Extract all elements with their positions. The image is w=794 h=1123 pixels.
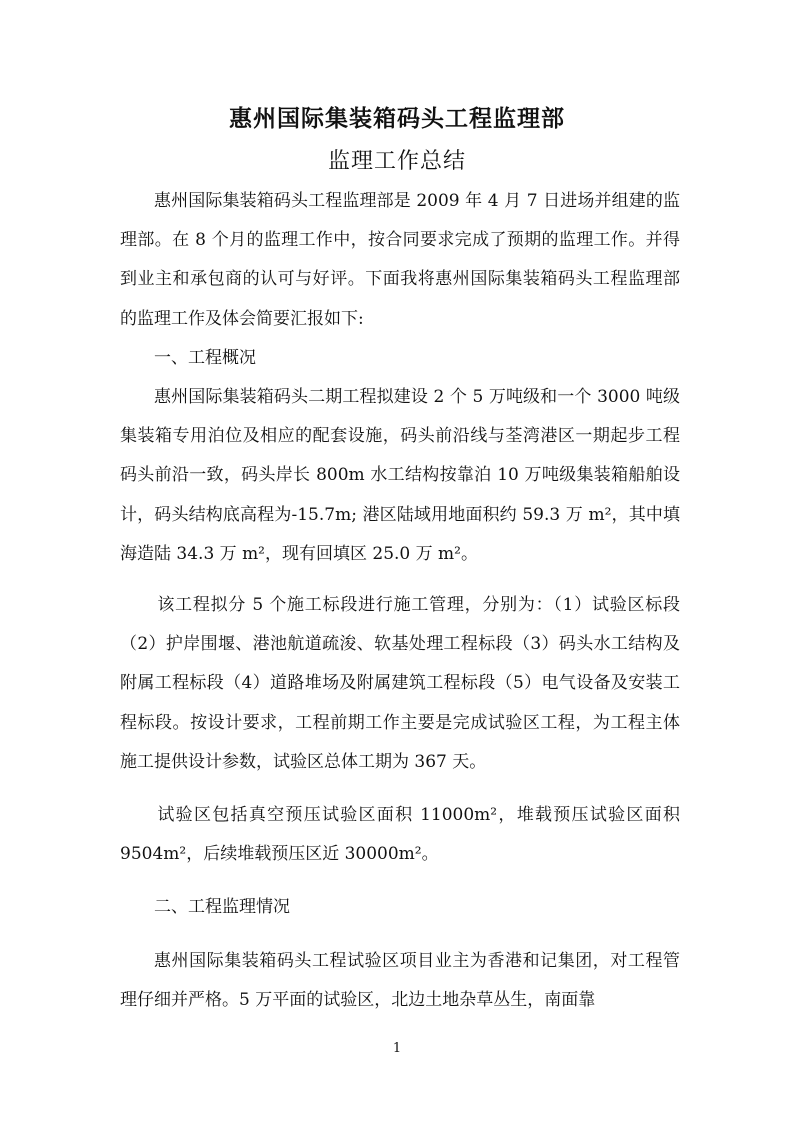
heading-supervision: 二、工程监理情况 [154, 897, 290, 918]
document-subtitle: 监理工作总结 [327, 149, 466, 174]
paragraph-sections: 该工程拟分 5 个施工标段进行施工管理，分别为：（1）试验区标段（2）护岸围堰、港池航道疏浚、软基处理工程标段（3）码头水工结构及附属工程标段（4）道路堆场及附属建筑工程标段（5）电气设备及安装工程标段。按设计要求，工程前期工作主要是完成试验区工程，为工程主体施工提供设计参数，试验区总体工期为 367 天。 [120, 595, 680, 772]
document-body [120, 182, 680, 1020]
heading-project-overview: 一、工程概况 [154, 347, 256, 368]
page-number: 1 [392, 1041, 402, 1056]
paragraph-supervision: 惠州国际集装箱码头工程试验区项目业主为香港和记集团，对工程管理仔细并严格。5 万平面的试验区，北边土地杂草丛生，南面靠 [120, 950, 680, 1010]
paragraph-intro: 惠州国际集装箱码头工程监理部是 2009 年 4 月 7 日进场并组建的监理部。在 8 个月的监理工作中，按合同要求完成了预期的监理工作。并得到业主和承包商的认可与好评。下面我将惠州国际集装箱码头工程监理部的监理工作及体会简要汇报如下: [120, 191, 680, 329]
paragraph-overview: 惠州国际集装箱码头二期工程拟建设 2 个 5 万吨级和一个 3000 吨级集装箱专用泊位及相应的配套设施，码头前沿线与荃湾港区一期起步工程码头前沿一致，码头岸长 800m 水工结构按靠泊 10 万吨级集装箱船舶设计，码头结构底高程为-15.7m; 港区陆域用地面积约 59.3 万 m²，其中填海造陆 34.3 万 m²，现有回填区 25.0 万 m²。 [120, 387, 680, 564]
document-title: 惠州国际集装箱码头工程监理部 [229, 105, 565, 132]
paragraph-test-area: 试验区包括真空预压试验区面积 11000m²，堆载预压试验区面积 9504m²，后续堆载预压区近 30000m²。 [120, 805, 680, 865]
